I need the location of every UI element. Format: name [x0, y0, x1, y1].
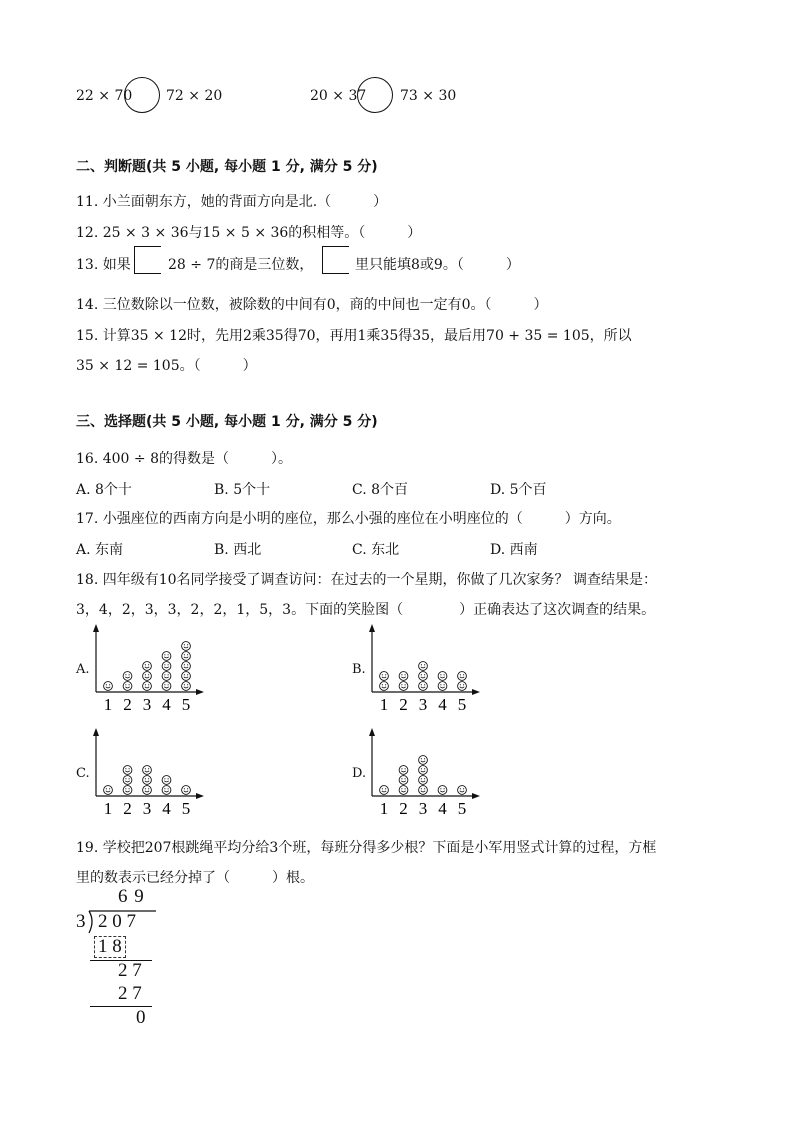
x-tick-label: 1 — [379, 695, 389, 714]
smiley-icon — [419, 672, 428, 681]
x-axis-arrow — [472, 689, 480, 695]
y-axis-arrow — [93, 624, 99, 632]
smiley-icon — [419, 662, 428, 671]
smiley-icon — [182, 642, 191, 651]
smiley-icon — [182, 652, 191, 661]
question-15-line1: 15. 计算35 × 12时，先用2乘35得70，再用1乘35得35，最后用70 + 35 = 105，所以 — [76, 328, 632, 344]
x-tick-label: 5 — [457, 695, 467, 714]
compare-left-a: 22 × 70 — [76, 88, 133, 104]
q16-option-a[interactable]: A. 8个十 — [76, 482, 132, 498]
q17-option-d[interactable]: D. 西南 — [490, 542, 538, 558]
x-axis-arrow — [196, 689, 204, 695]
smiley-icon — [182, 662, 191, 671]
x-tick-label: 3 — [418, 695, 428, 714]
division-remainder: 0 — [136, 1007, 146, 1028]
question-19-line2: 里的数表示已经分掉了（ ）根。 — [76, 870, 314, 886]
chart-b — [362, 622, 484, 718]
smiley-icon — [399, 786, 408, 795]
question-19-line1: 19. 学校把207根跳绳平均分给3个班，每班分得多少根？下面是小军用竖式计算的过程，方框 — [76, 840, 657, 856]
question-18-line1: 18. 四年级有10名同学接受了调查访问：在过去的一个星期，你做了几次家务？ 调查结果是： — [76, 572, 657, 588]
division-boxed-value: 1 8 — [94, 936, 126, 958]
question-17: 17. 小强座位的西南方向是小明的座位，那么小强的座位在小明座位的（ ）方向。 — [76, 511, 621, 527]
smiley-icon — [162, 672, 171, 681]
division-step3: 2 7 — [118, 983, 142, 1004]
smiley-icon — [419, 682, 428, 691]
q16-option-c[interactable]: C. 8个百 — [352, 482, 409, 498]
question-18-line2: 3，4，2，3，3，2，2，1，5，3。下面的笑脸图（ ）正确表达了这次调查的结果。 — [76, 602, 656, 618]
smiley-icon — [419, 766, 428, 775]
x-tick-label: 3 — [142, 799, 152, 818]
compare-right-b: 73 × 30 — [400, 88, 457, 104]
smiley-icon — [143, 776, 152, 785]
smiley-icon — [182, 672, 191, 681]
smiley-icon — [162, 652, 171, 661]
question-13-part1: 13. 如果 — [76, 257, 131, 273]
smiley-icon — [399, 682, 408, 691]
smiley-icon — [399, 672, 408, 681]
smiley-icon — [123, 766, 132, 775]
smiley-icon — [143, 766, 152, 775]
smiley-icon — [438, 786, 447, 795]
chart-a — [86, 622, 208, 718]
chart-d — [362, 726, 484, 822]
question-15-line2: 35 × 12 = 105。（ ） — [76, 358, 257, 374]
answer-box-1[interactable] — [134, 246, 161, 274]
q17-option-b[interactable]: B. 西北 — [214, 542, 262, 558]
x-tick-label: 4 — [162, 799, 171, 818]
x-tick-label: 5 — [457, 799, 467, 818]
smiley-icon — [162, 682, 171, 691]
division-dividend: 2 0 7 — [98, 911, 136, 932]
smiley-icon — [143, 682, 152, 691]
smiley-icon — [438, 682, 447, 691]
smiley-icon — [162, 776, 171, 785]
question-13-part2: 28 ÷ 7的商是三位数， — [168, 257, 314, 273]
smiley-icon — [123, 672, 132, 681]
smiley-icon — [182, 786, 191, 795]
x-tick-label: 1 — [103, 695, 113, 714]
smiley-icon — [123, 786, 132, 795]
smiley-icon — [399, 766, 408, 775]
division-divisor: 3 — [76, 911, 86, 932]
smiley-icon — [380, 786, 389, 795]
smiley-icon — [143, 786, 152, 795]
x-tick-label: 3 — [142, 695, 152, 714]
smiley-icon — [438, 672, 447, 681]
q16-option-b[interactable]: B. 5个十 — [214, 482, 271, 498]
smiley-icon — [458, 786, 467, 795]
smiley-icon — [162, 786, 171, 795]
smiley-icon — [380, 682, 389, 691]
question-14: 14. 三位数除以一位数，被除数的中间有0，商的中间也一定有0。（ ） — [76, 297, 548, 313]
x-tick-label: 2 — [123, 799, 132, 818]
x-tick-label: 3 — [418, 799, 428, 818]
chart-c-letter[interactable]: C. — [76, 766, 90, 781]
division-step2: 2 7 — [118, 960, 142, 981]
question-12: 12. 25 × 3 × 36与15 × 5 × 36的积相等。（ ） — [76, 225, 422, 241]
smiley-icon — [123, 776, 132, 785]
chart-d-letter[interactable]: D. — [352, 766, 367, 781]
chart-c — [86, 726, 208, 822]
question-16: 16. 400 ÷ 8的得数是（ ）。 — [76, 451, 292, 467]
smiley-icon — [182, 682, 191, 691]
answer-box-2[interactable] — [322, 246, 349, 274]
section2-title: 二、判断题(共 5 小题, 每小题 1 分, 满分 5 分) — [76, 159, 378, 175]
smiley-icon — [123, 682, 132, 691]
q16-option-d[interactable]: D. 5个百 — [490, 482, 547, 498]
smiley-icon — [162, 662, 171, 671]
compare-left-b: 72 × 20 — [166, 88, 223, 104]
x-tick-label: 4 — [438, 799, 447, 818]
chart-b-letter[interactable]: B. — [352, 662, 366, 677]
question-13-part3: 里只能填8或9。（ ） — [355, 257, 520, 273]
x-tick-label: 4 — [438, 695, 447, 714]
x-tick-label: 1 — [103, 799, 113, 818]
chart-a-letter[interactable]: A. — [76, 662, 90, 677]
smiley-icon — [380, 672, 389, 681]
division-quotient: 6 9 — [118, 886, 145, 907]
x-tick-label: 1 — [379, 799, 389, 818]
q17-option-a[interactable]: A. 东南 — [76, 542, 124, 558]
smiley-icon — [419, 786, 428, 795]
smiley-icon — [399, 776, 408, 785]
x-tick-label: 5 — [181, 799, 191, 818]
compare-right-a: 20 × 37 — [310, 88, 367, 104]
smiley-icon — [419, 756, 428, 765]
x-tick-label: 2 — [123, 695, 132, 714]
smiley-icon — [143, 662, 152, 671]
compare-circle-left[interactable] — [124, 77, 160, 113]
smiley-icon — [143, 672, 152, 681]
compare-circle-right[interactable] — [357, 77, 393, 113]
x-tick-label: 2 — [399, 799, 408, 818]
y-axis-arrow — [93, 728, 99, 736]
smiley-icon — [419, 776, 428, 785]
x-tick-label: 5 — [181, 695, 191, 714]
x-tick-label: 4 — [162, 695, 171, 714]
x-axis-arrow — [196, 793, 204, 799]
smiley-icon — [458, 672, 467, 681]
section3-title: 三、选择题(共 5 小题, 每小题 1 分, 满分 5 分) — [76, 414, 378, 430]
y-axis-arrow — [369, 728, 375, 736]
x-tick-label: 2 — [399, 695, 408, 714]
y-axis-arrow — [369, 624, 375, 632]
question-11: 11. 小兰面朝东方，她的背面方向是北.（ ） — [76, 194, 388, 210]
x-axis-arrow — [472, 793, 480, 799]
smiley-icon — [104, 682, 113, 691]
smiley-icon — [104, 786, 113, 795]
q17-option-c[interactable]: C. 东北 — [352, 542, 400, 558]
smiley-icon — [458, 682, 467, 691]
